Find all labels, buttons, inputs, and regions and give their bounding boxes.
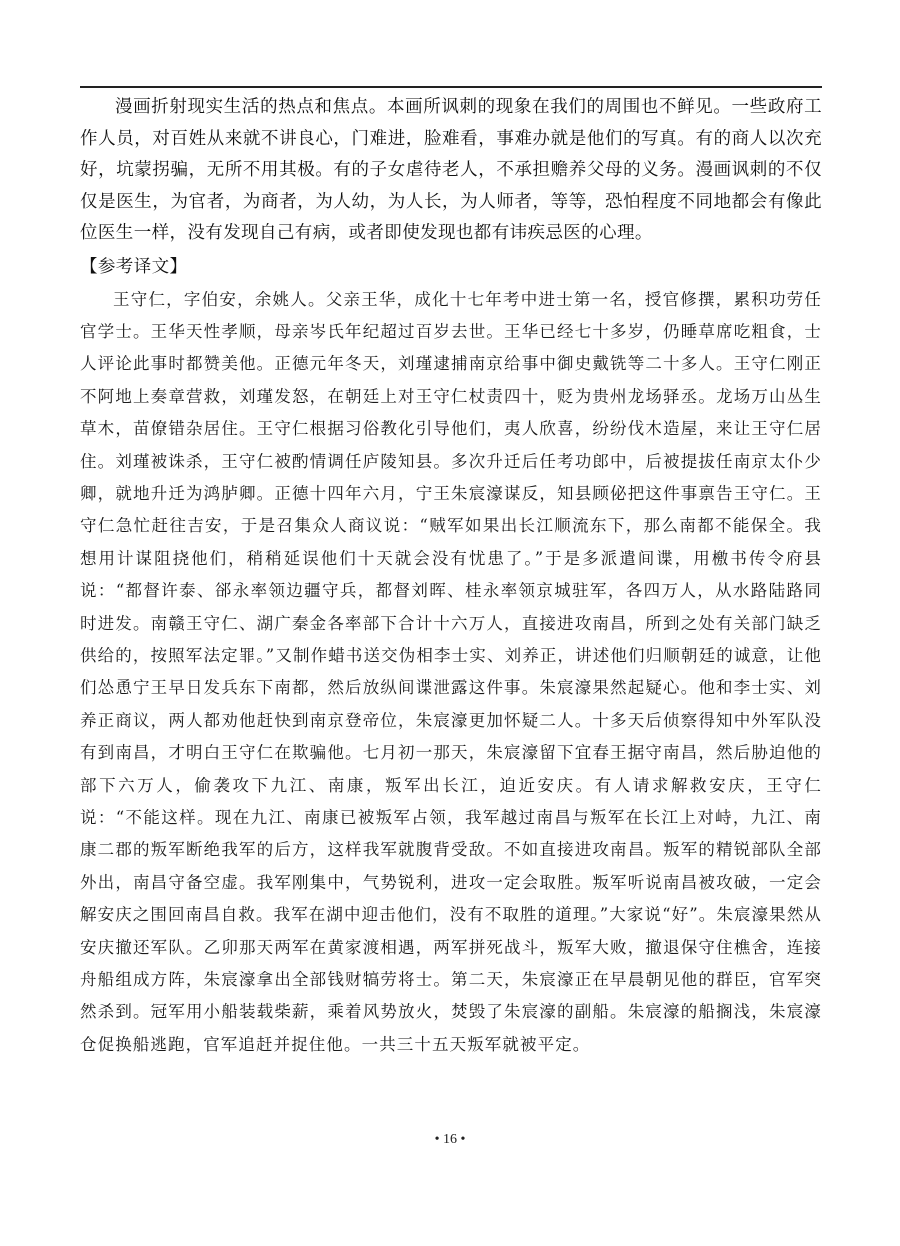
reference-translation-paragraph: 王守仁，字伯安，余姚人。父亲王华，成化十七年考中进士第一名，授官修撰，累积功劳任官学士。王华天性孝顺，母亲岑氏年纪超过百岁去世。王华已经七十多岁，仍睡草席吃粗食，士人评论此事时都赞美他。正德元年冬天，刘瑾逮捕南京给事中御史戴铣等二十多人。王守仁刚正不阿地上奏章营救，刘瑾发怒，在朝廷上对王守仁杖责四十，贬为贵州龙场驿丞。龙场万山丛生草木，苗僚错杂居住。王守仁根据习俗教化引导他们，夷人欣喜，纷纷伐木造屋，来让王守仁居住。刘瑾被诛杀，王守仁被酌情调任庐陵知县。多次升迁后任考功郎中，后被提拔任南京太仆少卿，就地升迁为鸿胪卿。正德十四年六月，宁王朱宸濠谋反，知县顾佖把这件事禀告王守仁。王守仁急忙赶往吉安，于是召集众人商议说：“贼军如果出长江顺流东下，那么南都不能保全。我想用计谋阻挠他们，稍稍延误他们十天就会没有忧患了。”于是多派遣间谍，用檄书传令府县说：“都督许泰、郤永率领边疆守兵，都督刘晖、桂永率领京城驻军，各四万人，从水路陆路同时进发。南赣王守仁、湖广秦金各率部下合计十六万人，直接进攻南昌，所到之处有关部门缺乏供给的，按照军法定罪。”又制作蜡书送交伪相李士实、刘养正，讲述他们归顺朝廷的诚意，让他们怂恿宁王早日发兵东下南都，然后放纵间谍泄露这件事。朱宸濠果然起疑心。他和李士实、刘养正商议，两人都劝他赶快到南京登帝位，朱宸濠更加怀疑二人。十多天后侦察得知中外军队没有到南昌，才明白王守仁在欺骗他。七月初一那天，朱宸濠留下宜春王据守南昌，然后胁迫他的部下六万人，偷袭攻下九江、南康，叛军出长江，迫近安庆。有人请求解救安庆，王守仁说：“不能这样。现在九江、南康已被叛军占领，我军越过南昌与叛军在长江上对峙，九江、南康二郡的叛军断绝我军的后方，这样我军就腹背受敌。不如直接进攻南昌。叛军的精锐部队全部外出，南昌守备空虚。我军刚集中，气势锐利，进攻一定会取胜。叛军听说南昌被攻破，一定会解安庆之围回南昌自救。我军在湖中迎击他们，没有不取胜的道理。”大家说“好”。朱宸濠果然从安庆撤还军队。乙卯那天两军在黄家渡相遇，两军拼死战斗，叛军大败，撤退保守住樵舍，连接舟船组成方阵，朱宸濠拿出全部钱财犒劳将士。第二天，朱宸濠正在早晨朝见他的群臣，官军突然杀到。冠军用小船装载柴薪，乘着风势放火，焚毁了朱宸濠的副船。朱宸濠的船搁浅，朱宸濠仓促换船逃跑，官军追赶并捉住他。一共三十五天叛军就被平定。	[80, 289, 822, 1054]
header-rule	[80, 86, 822, 88]
reference-translation-heading: 【参考译文】	[80, 256, 188, 277]
page-number: • 16 •	[434, 1132, 466, 1147]
commentary-paragraph: 漫画折射现实生活的热点和焦点。本画所讽刺的现象在我们的周围也不鲜见。一些政府工作人员，对百姓从来就不讲良心，门难进，脸难看，事难办就是他们的写真。有的商人以次充好，坑蒙拐骗，无所不用其极。有的子女虐待老人，不承担赡养父母的义务。漫画讽刺的不仅仅是医生，为官者，为商者，为人幼，为人长，为人师者，等等，恐怕程度不同地都会有像此位医生一样，没有发现自己有病，或者即使发现也都有讳疾忌医的心理。	[80, 97, 822, 243]
page-body	[80, 92, 822, 1061]
